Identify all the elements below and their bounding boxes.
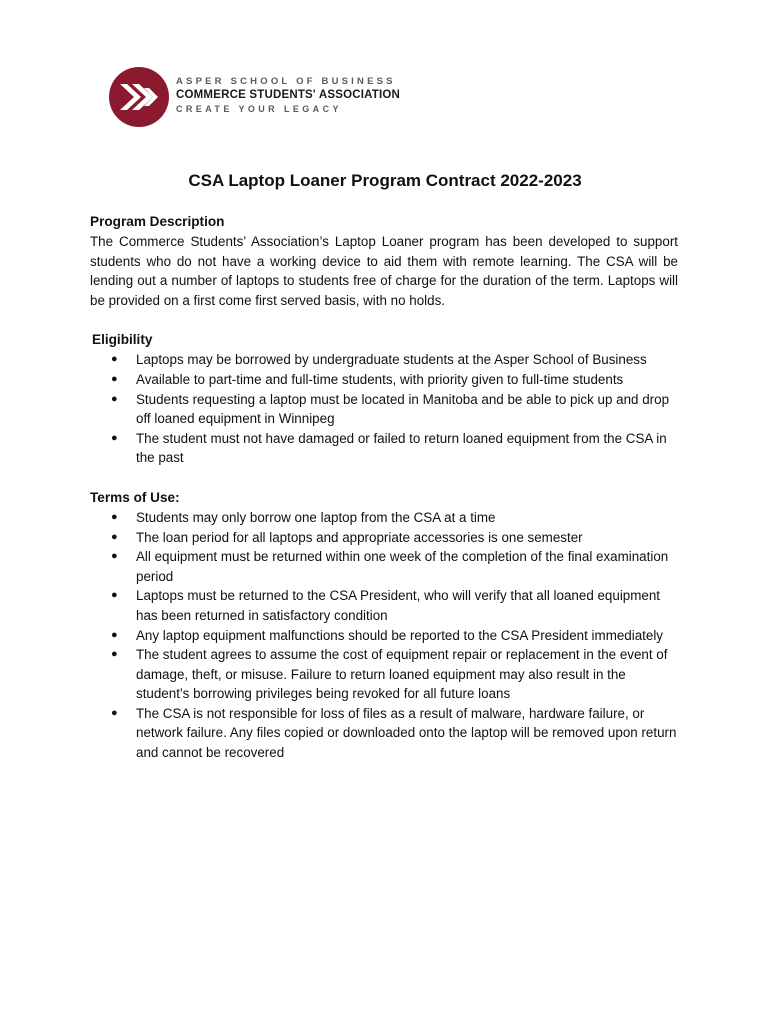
list-item [90, 547, 678, 586]
bullet-icon: ● [111, 589, 118, 602]
list-item-text: Any laptop equipment malfunctions should be reported to the CSA President immediately [136, 627, 664, 643]
list-item-text: Students may only borrow one laptop from the CSA at a time [136, 509, 496, 525]
eligibility-heading: Eligibility [92, 332, 153, 348]
logo-school-name: ASPER SCHOOL OF BUSINESS [176, 76, 396, 87]
list-item-text: Available to part-time and full-time students, with priority given to full-time students [136, 371, 624, 387]
bullet-icon: ● [111, 392, 118, 405]
list-item-text: All equipment must be returned within one week of the completion of the final examination period [136, 549, 669, 584]
list-item-text: The student agrees to assume the cost of equipment repair or replacement in the event of damage, theft, or misuse. Failure to return loaned equipment may also result in the student’s borrowing privileges being revoked for all future loans [136, 647, 668, 702]
list-item [90, 626, 678, 646]
list-item [90, 508, 678, 528]
csa-logo [108, 66, 428, 132]
list-item-text: Laptops may be borrowed by undergraduate students at the Asper School of Business [136, 352, 647, 368]
list-item-text: Students requesting a laptop must be located in Manitoba and be able to pick up and drop off loaned equipment in Winnipeg [136, 391, 670, 427]
list-item [90, 528, 678, 548]
terms-of-use-list [90, 508, 678, 763]
list-item [90, 390, 678, 429]
bullet-icon: ● [111, 353, 118, 366]
list-item [90, 429, 678, 468]
program-description-text: The Commerce Students’ Association’s Laptop Loaner program has been developed to support students who do not have a working device to aid them with remote learning. The CSA will be lending out a number of laptops to students free of charge for the duration of the term. Laptops will be provided on a first come first served basis, with no holds. [90, 234, 678, 308]
eligibility-list [90, 350, 678, 468]
list-item-text: The loan period for all laptops and appropriate accessories is one semester [136, 529, 583, 545]
bullet-icon: ● [111, 628, 118, 641]
bullet-icon: ● [111, 510, 118, 523]
list-item-text: Laptops must be returned to the CSA President, who will verify that all loaned equipment has been returned in satisfactory condition [136, 588, 661, 623]
csa-arrows-icon [108, 66, 170, 128]
bullet-icon: ● [111, 550, 118, 563]
program-description-heading: Program Description [90, 214, 225, 229]
list-item [90, 586, 678, 625]
list-item [90, 370, 678, 390]
logo-tagline: CREATE YOUR LEGACY [176, 104, 342, 114]
list-item-text: The CSA is not responsible for loss of files as a result of malware, hardware failure, or network failure. Any files copied or downloaded onto the laptop will be removed upon return and cannot be recovered [136, 705, 677, 761]
list-item [90, 704, 678, 763]
document-content [90, 212, 678, 783]
logo-association-name: COMMERCE STUDENTS' ASSOCIATION [176, 89, 401, 101]
list-item-text: The student must not have damaged or failed to return loaned equipment from the CSA in the past [136, 430, 667, 466]
bullet-icon: ● [111, 530, 118, 543]
list-item [90, 645, 678, 704]
logo-text [176, 76, 436, 115]
bullet-icon: ● [111, 431, 118, 444]
bullet-icon: ● [111, 372, 118, 385]
document-title: CSA Laptop Loaner Program Contract 2022-2023 [188, 171, 582, 190]
list-item [90, 350, 678, 370]
bullet-icon: ● [111, 648, 118, 661]
bullet-icon: ● [111, 706, 118, 719]
terms-of-use-heading: Terms of Use: [90, 489, 180, 505]
